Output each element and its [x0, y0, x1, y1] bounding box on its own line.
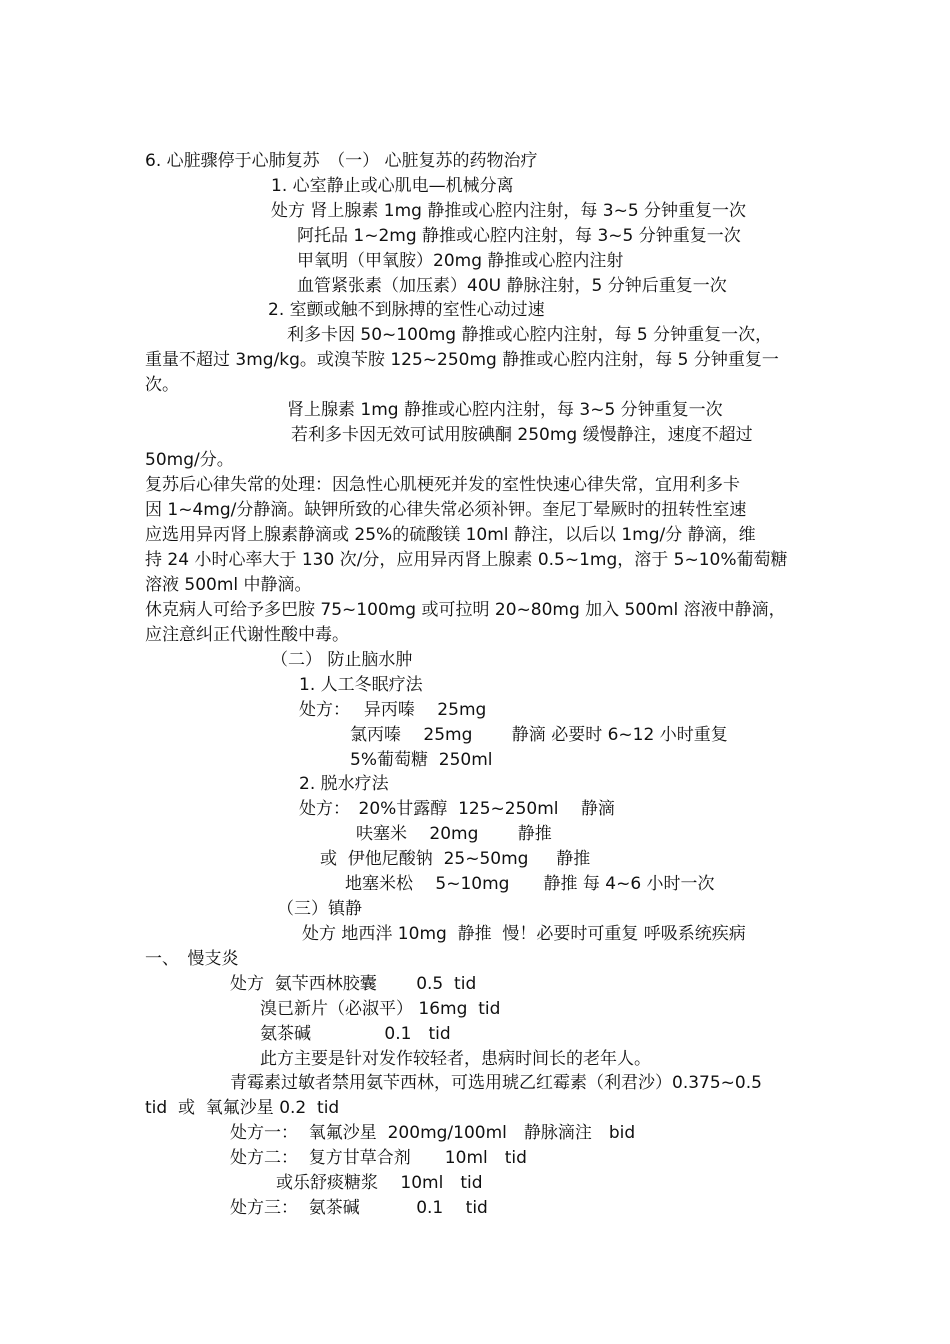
subsection-heading: （三）镇静 [277, 899, 362, 919]
paragraph-line: 休克病人可给予多巴胺 75~100mg 或可拉明 20~80mg 加入 500ml 溶液中静滴， [145, 600, 786, 620]
subsection-heading: （二） 防止脑水肿 [271, 650, 413, 670]
paragraph-line: 因 1~4mg/分静滴。缺钾所致的心律失常必须补钾。奎尼丁晕厥时的扭转性室速 [145, 500, 747, 520]
paragraph-line: 青霉素过敏者禁用氨苄西林，可选用琥乙红霉素（利君沙）0.375~0.5 [230, 1073, 762, 1093]
paragraph-line: tid 或 氧氟沙星 0.2 tid [145, 1098, 340, 1118]
prescription-line: 或 伊他尼酸钠 25~50mg 静推 [320, 849, 591, 869]
paragraph-line: 复苏后心律失常的处理：因急性心肌梗死并发的室性快速心律失常，宜用利多卡 [145, 475, 740, 495]
paragraph-line: 应注意纠正代谢性酸中毒。 [145, 625, 349, 645]
prescription-line: 或乐舒痰糖浆 10ml tid [276, 1173, 483, 1193]
prescription-line: 处方： 异丙嗪 25mg [299, 700, 487, 720]
prescription-line: 处方二： 复方甘草合剂 10ml tid [230, 1148, 527, 1168]
section-heading: 6. 心脏骤停于心肺复苏 （一） 心脏复苏的药物治疗 [145, 151, 538, 171]
paragraph-line: 若利多卡因无效可试用胺碘酮 250mg 缓慢静注，速度不超过 [291, 425, 753, 445]
prescription-line: 处方三： 氨茶碱 0.1 tid [230, 1198, 488, 1218]
paragraph-line: 利多卡因 50~100mg 静推或心腔内注射，每 5 分钟重复一次， [287, 325, 773, 345]
prescription-line: 处方 肾上腺素 1mg 静推或心腔内注射，每 3~5 分钟重复一次 [271, 201, 747, 221]
paragraph-line: 重量不超过 3mg/kg。或溴苄胺 125~250mg 静推或心腔内注射，每 5 分钟重复一 [145, 350, 779, 370]
prescription-line: 处方： 20%甘露醇 125~250ml 静滴 [299, 799, 615, 819]
prescription-line: 处方 氨苄西林胶囊 0.5 tid [230, 974, 477, 994]
paragraph-line: 溶液 500ml 中静滴。 [145, 575, 312, 595]
paragraph-line: 此方主要是针对发作较轻者，患病时间长的老年人。 [260, 1049, 651, 1069]
prescription-line: 处方 地西泮 10mg 静推 慢！必要时可重复 呼吸系统疾病 [302, 924, 746, 944]
paragraph-line: 肾上腺素 1mg 静推或心腔内注射，每 3~5 分钟重复一次 [287, 400, 723, 420]
subsection-heading: 1. 人工冬眠疗法 [299, 675, 423, 695]
prescription-line: 处方一： 氧氟沙星 200mg/100ml 静脉滴注 bid [230, 1123, 636, 1143]
prescription-line: 5%葡萄糖 250ml [350, 750, 493, 770]
prescription-line: 血管紧张素（加压素）40U 静脉注射，5 分钟后重复一次 [297, 276, 727, 296]
subsection-heading: 2. 脱水疗法 [299, 774, 389, 794]
section-heading: 一、 慢支炎 [145, 949, 239, 969]
paragraph-line: 应选用异丙肾上腺素静滴或 25%的硫酸镁 10ml 静注，以后以 1mg/分 静滴，维 [145, 525, 756, 545]
prescription-line: 呋塞米 20mg 静推 [356, 824, 552, 844]
prescription-line: 氯丙嗪 25mg 静滴 必要时 6~12 小时重复 [350, 725, 728, 745]
paragraph-line: 50mg/分。 [145, 450, 234, 470]
paragraph-line: 持 24 小时心率大于 130 次/分，应用异丙肾上腺素 0.5~1mg，溶于 5~10%葡萄糖 [145, 550, 788, 570]
prescription-line: 溴已新片（必淑平） 16mg tid [260, 999, 501, 1019]
paragraph-line: 次。 [145, 375, 179, 395]
prescription-line: 地塞米松 5~10mg 静推 每 4~6 小时一次 [345, 874, 715, 894]
subsection-heading: 2. 室颤或触不到脉搏的室性心动过速 [268, 300, 545, 320]
prescription-line: 甲氧明（甲氧胺）20mg 静推或心腔内注射 [297, 251, 624, 271]
prescription-line: 阿托品 1~2mg 静推或心腔内注射，每 3~5 分钟重复一次 [297, 226, 741, 246]
subsection-heading: 1. 心室静止或心肌电—机械分离 [271, 176, 514, 196]
prescription-line: 氨茶碱 0.1 tid [260, 1024, 451, 1044]
